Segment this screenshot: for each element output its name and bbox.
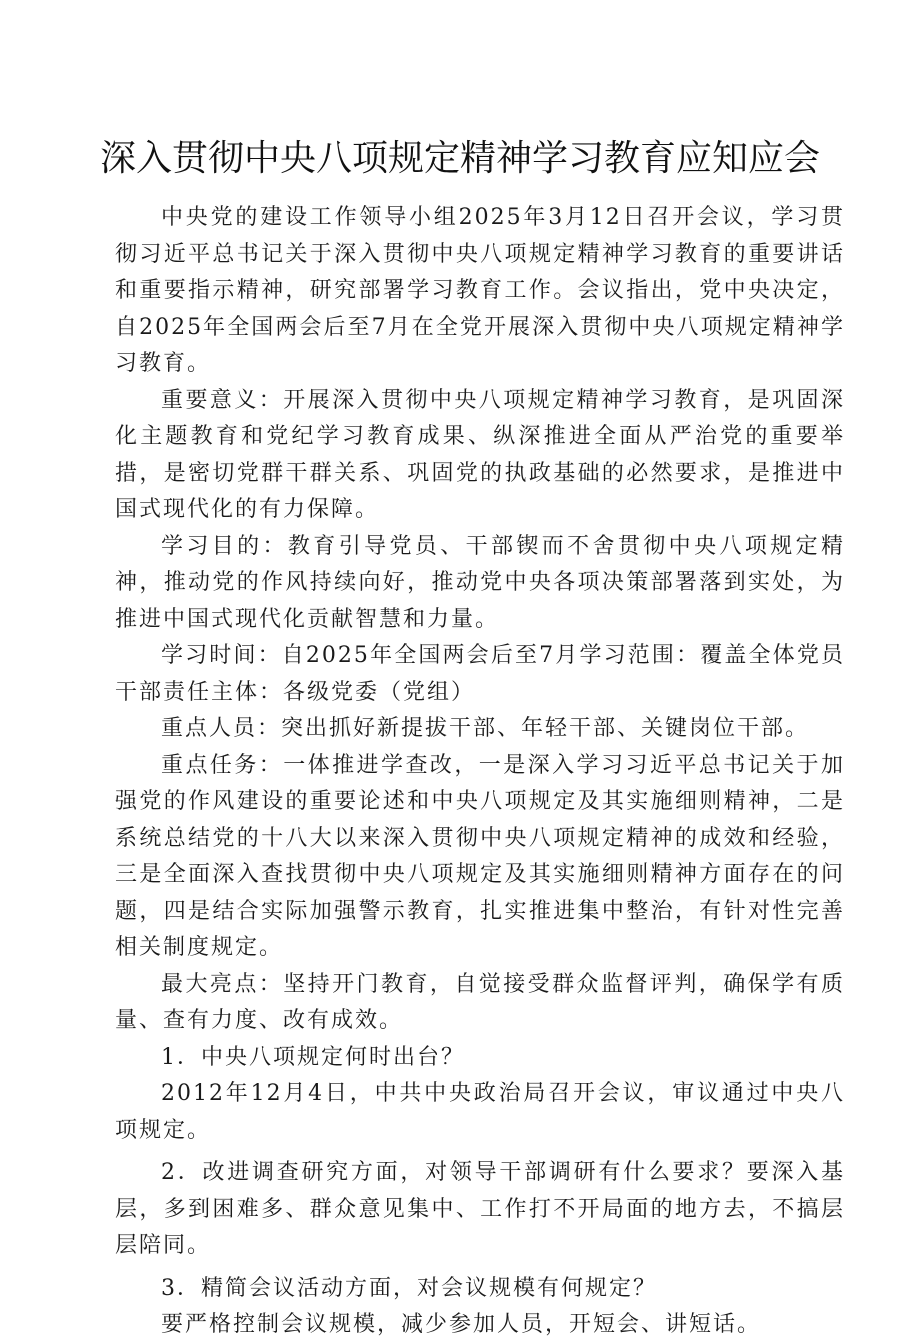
paragraph-key-personnel: 重点人员：突出抓好新提拔干部、年轻干部、关键岗位干部。 bbox=[161, 716, 810, 741]
answer-1: 2012年12月4日，中共中央政治局召开会议，审议通过中央八项规定。 bbox=[115, 1081, 845, 1143]
question-answer-2: 2．改进调查研究方面，对领导干部调研有什么要求？要深入基层，多到困难多、群众意见集中、工作打不开局面的地方去，不搞层层陪同。 bbox=[115, 1160, 845, 1258]
document-body bbox=[115, 200, 845, 1344]
paragraph-significance: 重要意义：开展深入贯彻中央八项规定精神学习教育，是巩固深化主题教育和党纪学习教育成果、纵深推进全面从严治党的重要举措，是密切党群干群关系、巩固党的执政基础的必然要求，是推进中国式现代化的有力保障。 bbox=[115, 387, 845, 522]
question-1: 1．中央八项规定何时出台？ bbox=[161, 1044, 465, 1070]
paragraph-purpose: 学习目的：教育引导党员、干部锲而不舍贯彻中央八项规定精神，推动党的作风持续向好，推动党中央各项决策部署落到实处，为推进中国式现代化贡献智慧和力量。 bbox=[115, 533, 845, 632]
paragraph-time-scope: 学习时间：自2025年全国两会后至7月学习范围：覆盖全体党员干部责任主体：各级党委（党组） bbox=[115, 643, 845, 705]
paragraph-highlight: 最大亮点：坚持开门教育，自觉接受群众监督评判，确保学有质量、查有力度、改有成效。 bbox=[115, 971, 845, 1033]
paragraph-key-tasks: 重点任务：一体推进学查改，一是深入学习习近平总书记关于加强党的作风建设的重要论述和中央八项规定及其实施细则精神，二是系统总结党的十八大以来深入贯彻中央八项规定精神的成效和经验，三是全面深入查找贯彻中央八项规定及其实施细则精神方面存在的问题，四是结合实际加强警示教育，扎实推进集中整治，有针对性完善相关制度规定。 bbox=[115, 752, 845, 960]
question-3: 3．精简会议活动方面，对会议规模有何规定？ bbox=[161, 1275, 657, 1301]
document-title: 深入贯彻中央八项规定精神学习教育应知应会 bbox=[99, 138, 820, 179]
answer-3: 要严格控制会议规模，减少参加人员，开短会、讲短话。 bbox=[161, 1312, 762, 1337]
paragraph-meeting-intro: 中央党的建设工作领导小组2025年3月12日召开会议，学习贯彻习近平总书记关于深入贯彻中央八项规定精神学习教育的重要讲话和重要指示精神，研究部署学习教育工作。会议指出，党中央决定，自2025年全国两会后至7月在全党开展深入贯彻中央八项规定精神学习教育。 bbox=[115, 205, 845, 376]
